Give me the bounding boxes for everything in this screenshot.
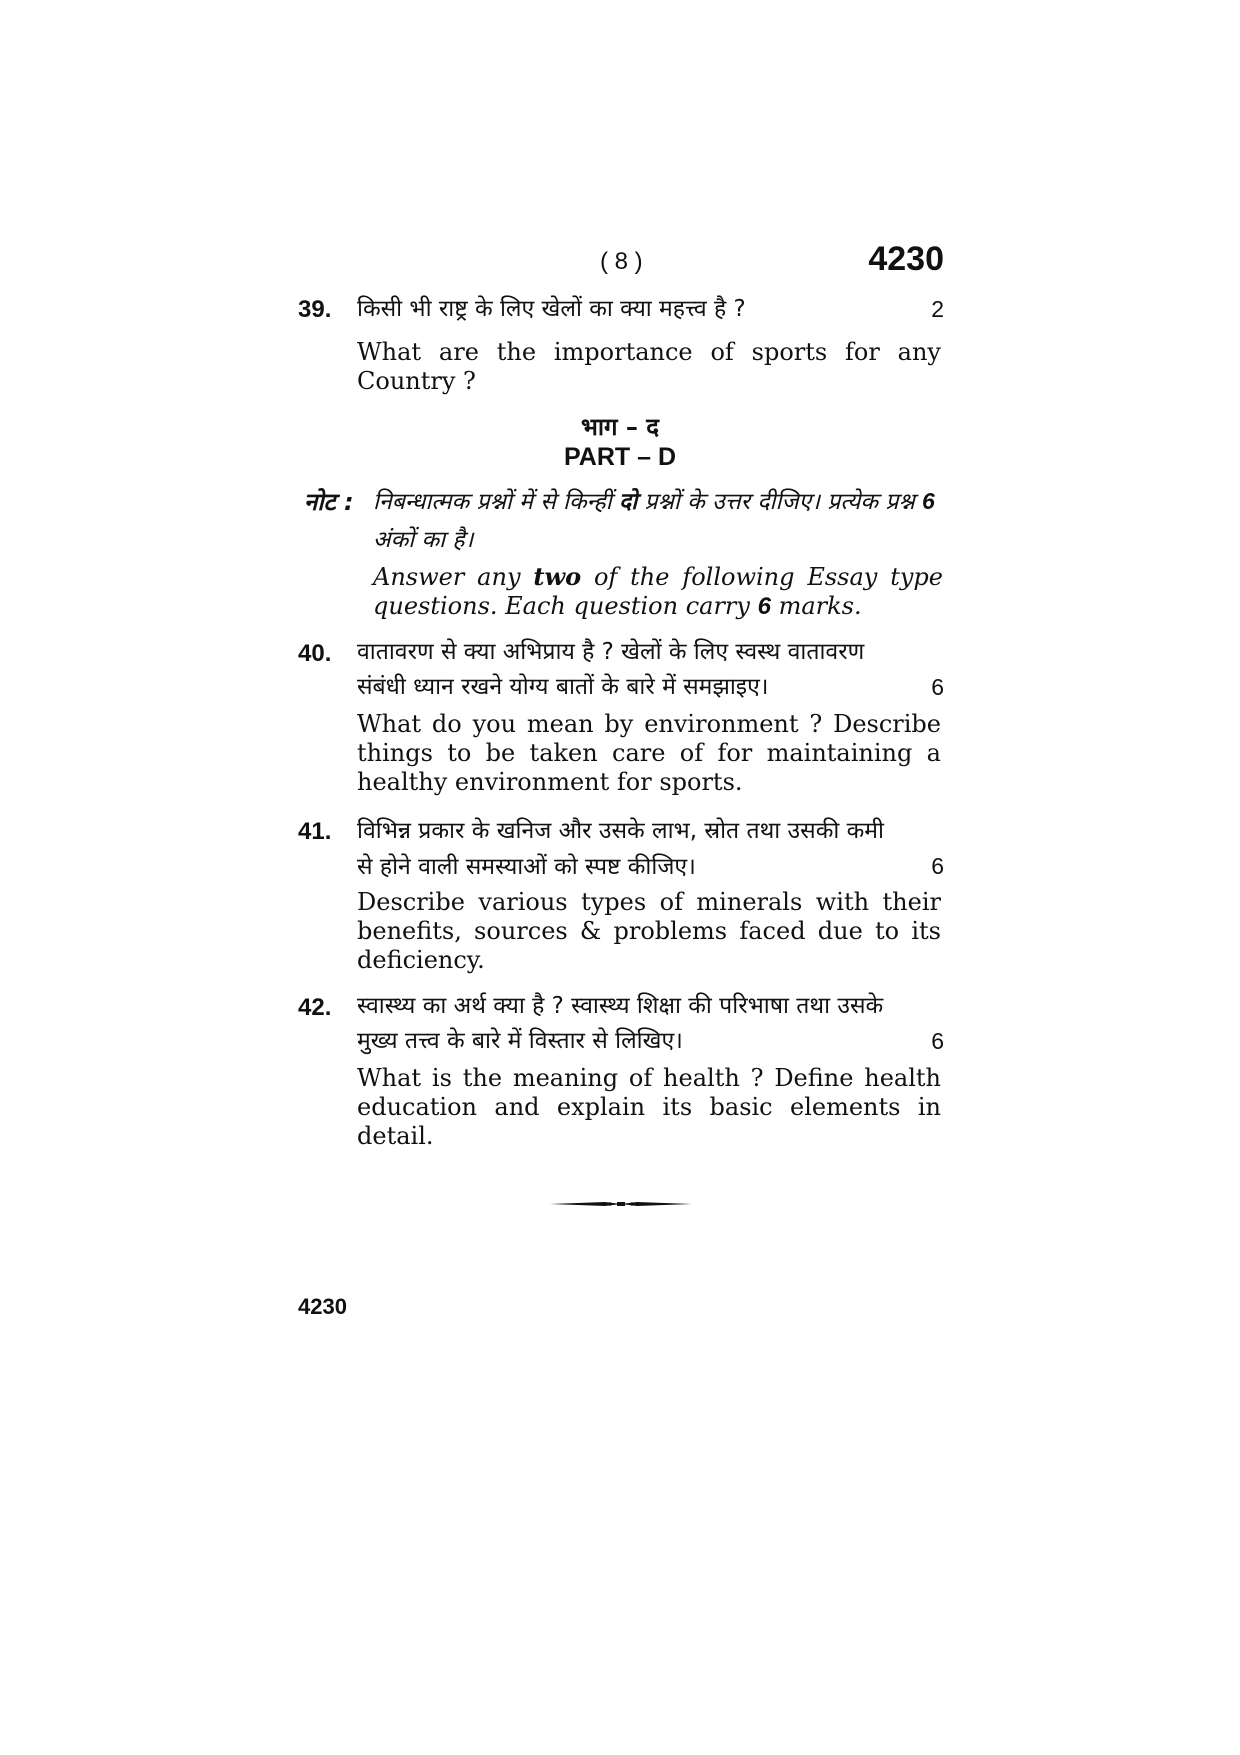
question-39-marks: 2 xyxy=(931,296,944,322)
question-41-english: Describe various types of minerals with their benefits, sources & problems faced due to its deficiency. xyxy=(357,888,941,974)
note-english-number: 6 xyxy=(757,593,771,620)
note-hindi xyxy=(373,482,948,559)
question-42-hindi-line1: स्वास्थ्य का अर्थ क्या है ? स्वास्थ्य शिक्षा की परिभाषा तथा उसके xyxy=(357,993,884,1019)
question-41-hindi-line1: विभिन्न प्रकार के खनिज और उसके लाभ, स्रोत तथा उसकी कमी xyxy=(357,818,885,844)
question-39-english: What are the importance of sports for any Country ? xyxy=(357,338,941,395)
question-40-hindi-line2: संबंधी ध्यान रखने योग्य बातों के बारे में समझाइए। xyxy=(357,674,769,700)
note-hindi-part-b: प्रश्नों के उत्तर दीजिए। प्रत्येक xyxy=(644,489,879,515)
page-number: ( 8 ) xyxy=(600,248,643,275)
paper-code-bottom: 4230 xyxy=(298,1294,347,1319)
question-42-english: What is the meaning of health ? Define health education and explain its basic elements in detail. xyxy=(357,1064,941,1150)
question-42-marks: 6 xyxy=(931,1028,944,1054)
question-number-40: 40. xyxy=(298,640,332,667)
paper-code-top: 4230 xyxy=(868,240,944,278)
part-heading-hindi: भाग – द xyxy=(580,413,660,441)
note-english-part-b: of the following Essay type questions. Each question carry xyxy=(373,563,943,620)
note-hindi-part-d: अंकों का है। xyxy=(373,527,474,553)
question-40-hindi-line1: वातावरण से क्या अभिप्राय है ? खेलों के लिए स्वस्थ वातावरण xyxy=(357,639,865,665)
question-number-42: 42. xyxy=(298,994,332,1021)
end-divider-ornament xyxy=(550,1198,692,1210)
note-hindi-bold: दो xyxy=(619,489,638,515)
question-41-hindi-line2: से होने वाली समस्याओं को स्पष्ट कीजिए। xyxy=(357,854,696,880)
question-42-hindi-line2: मुख्य तत्त्व के बारे में विस्तार से लिखिए। xyxy=(357,1028,683,1054)
note-label: नोट : xyxy=(304,488,354,516)
note-english xyxy=(373,562,943,621)
note-hindi-part-c: प्रश्न xyxy=(885,489,915,515)
question-39-hindi: किसी भी राष्ट्र के लिए खेलों का क्या महत्त्व है ? xyxy=(357,296,746,322)
question-40-english: What do you mean by environment ? Describe things to be taken care of for maintaining a healthy environment for sports. xyxy=(357,710,941,796)
question-number-41: 41. xyxy=(298,818,332,845)
note-hindi-part-a: निबन्धात्मक प्रश्नों में से किन्हीं xyxy=(373,489,612,515)
note-english-part-c: marks. xyxy=(778,592,862,620)
note-hindi-number: 6 xyxy=(922,488,935,514)
question-40-marks: 6 xyxy=(931,674,944,700)
part-heading-english: PART – D xyxy=(563,443,677,471)
question-number-39: 39. xyxy=(298,296,332,323)
note-english-bold: two xyxy=(533,562,582,591)
note-english-part-a: Answer any xyxy=(373,563,521,591)
question-41-marks: 6 xyxy=(931,853,944,879)
